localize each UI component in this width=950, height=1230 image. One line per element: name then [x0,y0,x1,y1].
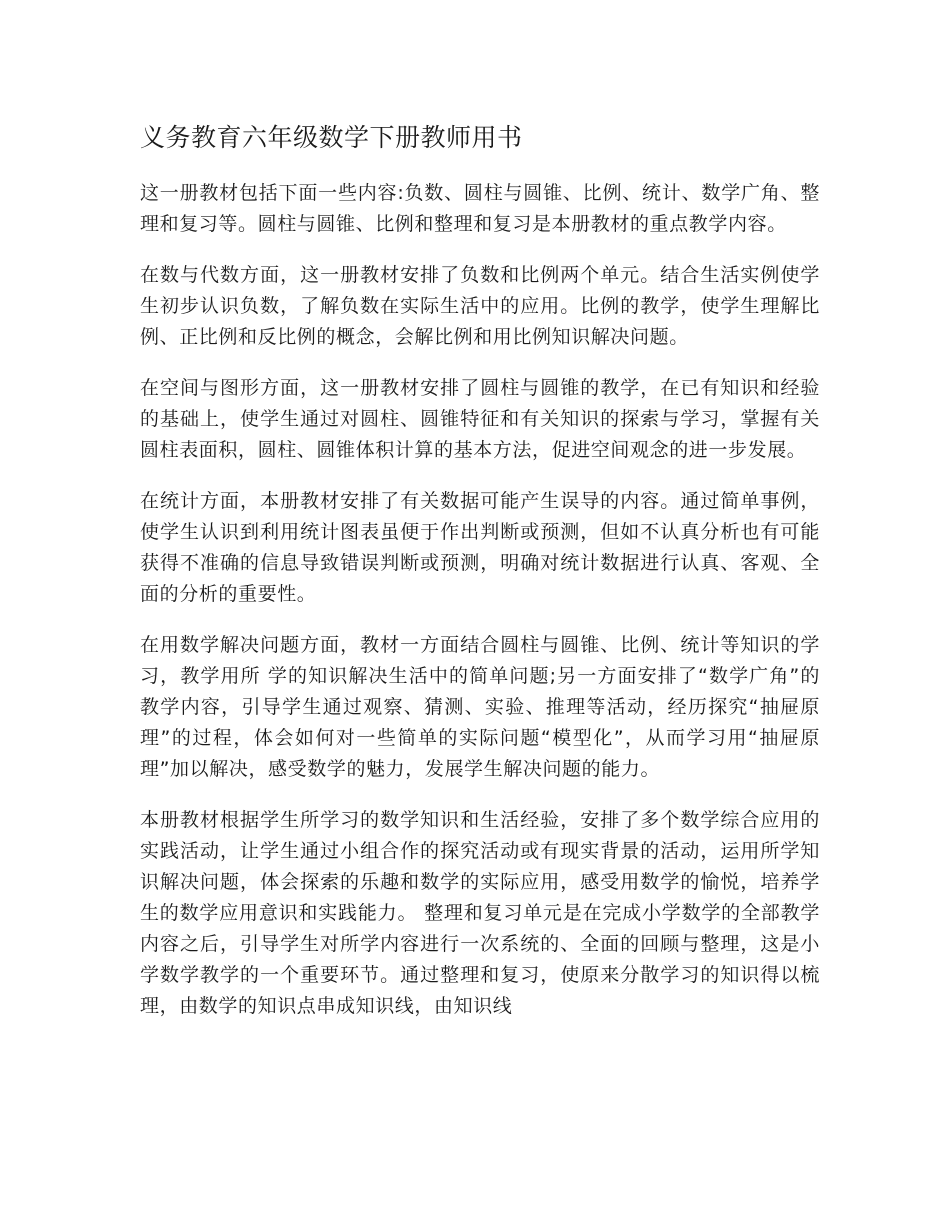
document-title: 义务教育六年级数学下册教师用书 [140,123,523,152]
paragraph-problem-solving: 在用数学解决问题方面，教材一方面结合圆柱与圆锥、比例、统计等知识的学习，教学用所 学的知识解决生活中的简单问题;另一方面安排了“数学广角”的教学内容，引导学生通过观察、猜测、实验、推理等活动，经历探究“抽屉原理”的过程，体会如何对一些简单的实际问题“模型化”，从而学习用“抽屉原理”加以解决，感受数学的魅力，发展学生解决问题的能力。 [140,634,820,780]
paragraph-statistics: 在统计方面，本册教材安排了有关数据可能产生误导的内容。通过简单事例，使学生认识到利用统计图表虽便于作出判断或预测，但如不认真分析也有可能获得不准确的信息导致错误判断或预测，明确对统计数据进行认真、客观、全面的分析的重要性。 [140,490,820,605]
paragraph-practice-review: 本册教材根据学生所学习的数学知识和生活经验，安排了多个数学综合应用的实践活动，让学生通过小组合作的探究活动或有现实背景的活动，运用所学知识解决问题，体会探索的乐趣和数学的实际应用，感受用数学的愉悦，培养学生的数学应用意识和实践能力。 整理和复习单元是在完成小学数学的全部教学内容之后，引导学生对所学内容进行一次系统的、全面的回顾与整理，这是小学数学教学的一个重要环节。通过整理和复习，使原来分散学习的知识得以梳理，由数学的知识点串成知识线，由知识线 [140,809,820,1017]
paragraph-overview: 这一册教材包括下面一些内容:负数、圆柱与圆锥、比例、统计、数学广角、整理和复习等。圆柱与圆锥、比例和整理和复习是本册教材的重点教学内容。 [140,182,820,235]
paragraph-space-geometry: 在空间与图形方面，这一册教材安排了圆柱与圆锥的教学，在已有知识和经验的基础上，使学生通过对圆柱、圆锥特征和有关知识的探索与学习，掌握有关圆柱表面积，圆柱、圆锥体积计算的基本方法，促进空间观念的进一步发展。 [140,377,820,461]
paragraph-numbers-algebra: 在数与代数方面，这一册教材安排了负数和比例两个单元。结合生活实例使学生初步认识负数，了解负数在实际生活中的应用。比例的教学，使学生理解比例、正比例和反比例的概念，会解比例和用比例知识解决问题。 [140,264,820,348]
